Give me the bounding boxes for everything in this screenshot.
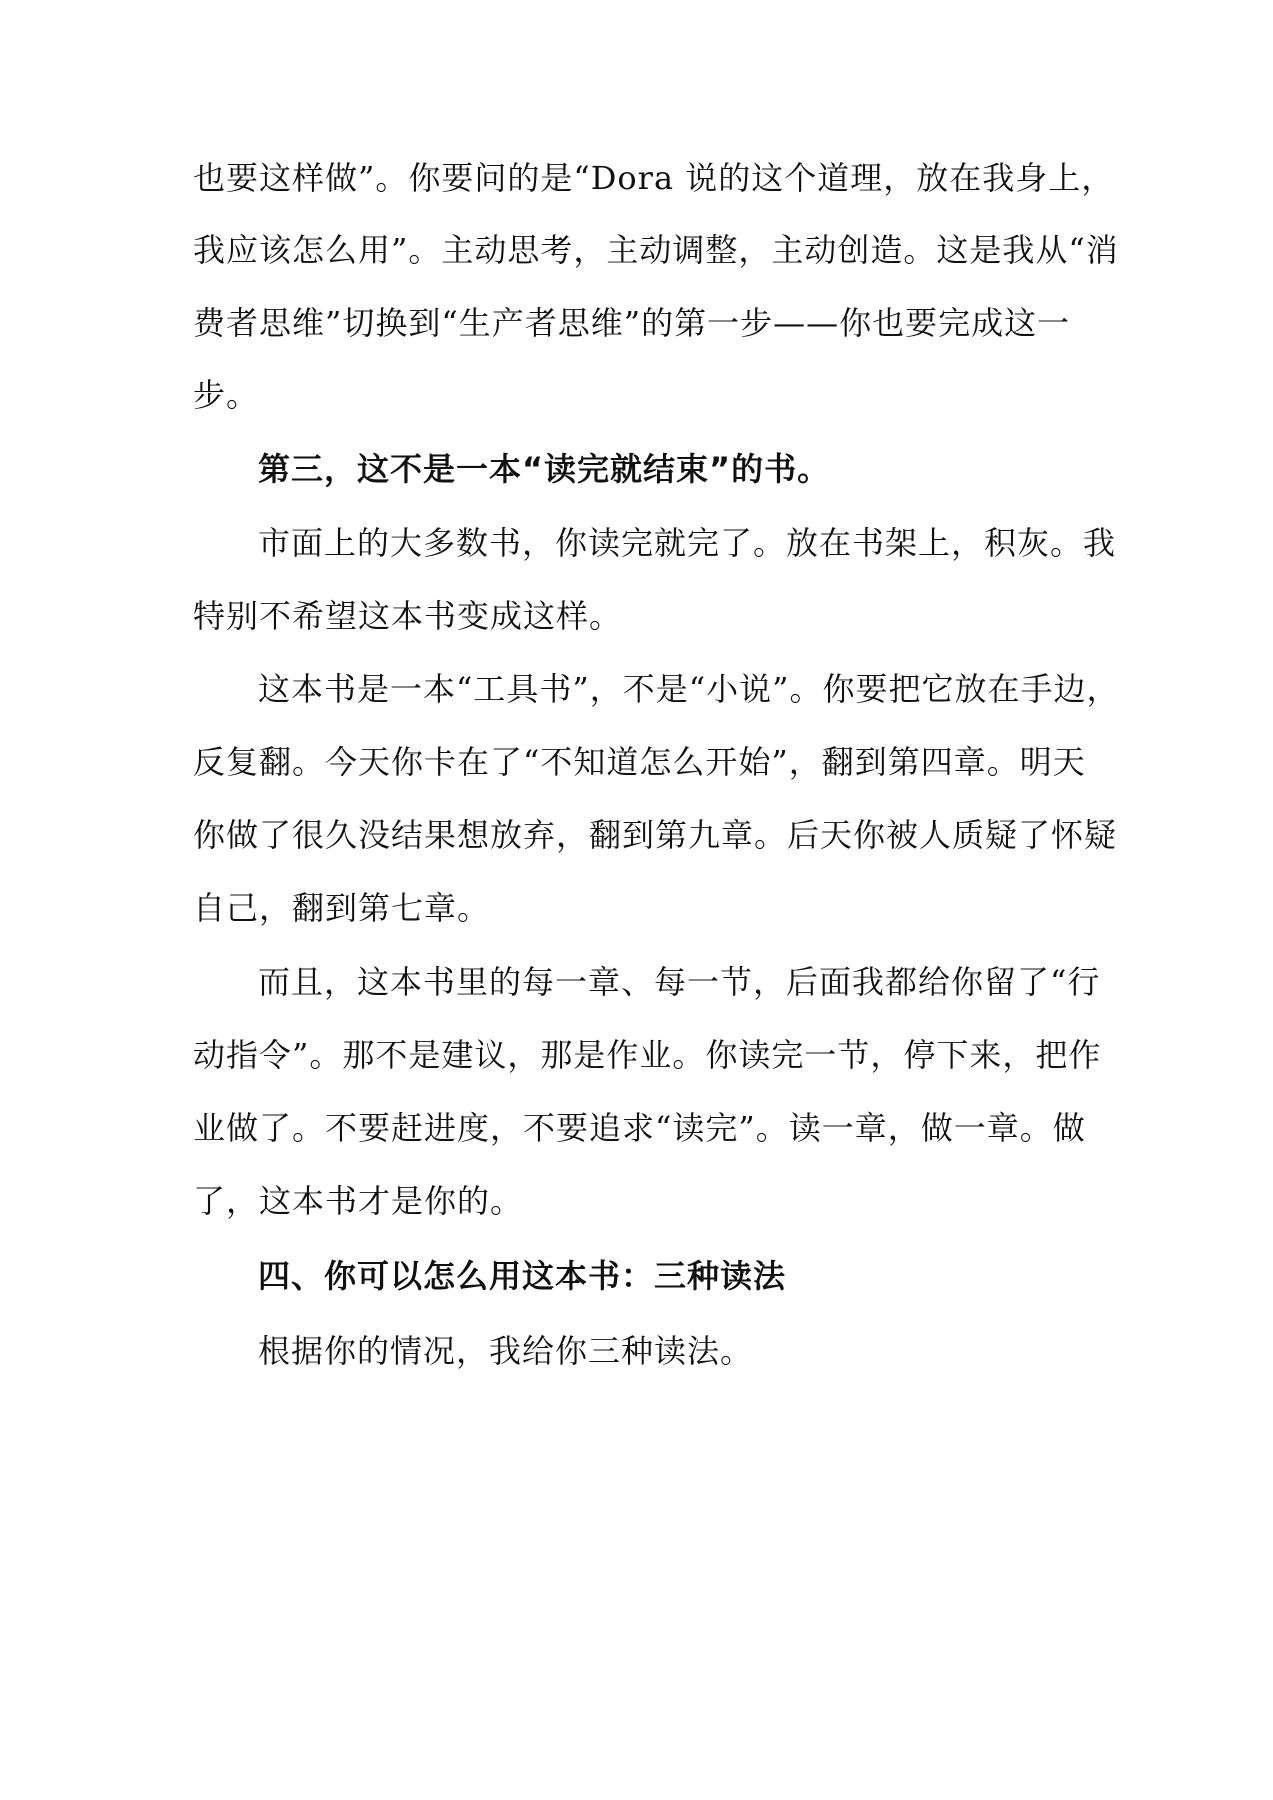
paragraph-line: 业做了。不要赶进度，不要追求“读完”。读一章，做一章。做 [193,1109,1086,1147]
paragraph-line: 也要这样做”。你要问的是“Dora 说的这个道理，放在我身上， [193,159,1115,197]
section-heading: 四、你可以怎么用这本书：三种读法 [258,1257,787,1295]
paragraph-line: 步。 [193,376,260,414]
paragraph-line: 你做了很久没结果想放弃，翻到第九章。后天你被人质疑了怀疑 [193,816,1118,854]
paragraph-line: 费者思维”切换到“生产者思维”的第一步——你也要完成这一 [193,304,1071,342]
paragraph-line: 动指令”。那不是建议，那是作业。你读完一节，停下来，把作 [193,1036,1102,1074]
paragraph-line: 了，这本书才是你的。 [193,1182,524,1220]
paragraph-line: 反复翻。今天你卡在了“不知道怎么开始”，翻到第四章。明天 [193,743,1086,781]
paragraph-line: 我应该怎么用”。主动思考，主动调整，主动创造。这是我从“消 [193,231,1119,269]
paragraph-line: 这本书是一本“工具书”，不是“小说”。你要把它放在手边， [258,670,1120,708]
paragraph-line: 自己，翻到第七章。 [193,889,491,927]
paragraph-line: 特别不希望这本书变成这样。 [193,597,623,635]
paragraph-line: 市面上的大多数书，你读完就完了。放在书架上，积灰。我 [258,524,1117,562]
paragraph-line: 而且，这本书里的每一章、每一节，后面我都给你留了“行 [258,963,1101,1001]
paragraph-line: 根据你的情况，我给你三种读法。 [258,1332,754,1370]
section-heading: 第三，这不是一本“读完就结束”的书。 [258,450,831,488]
